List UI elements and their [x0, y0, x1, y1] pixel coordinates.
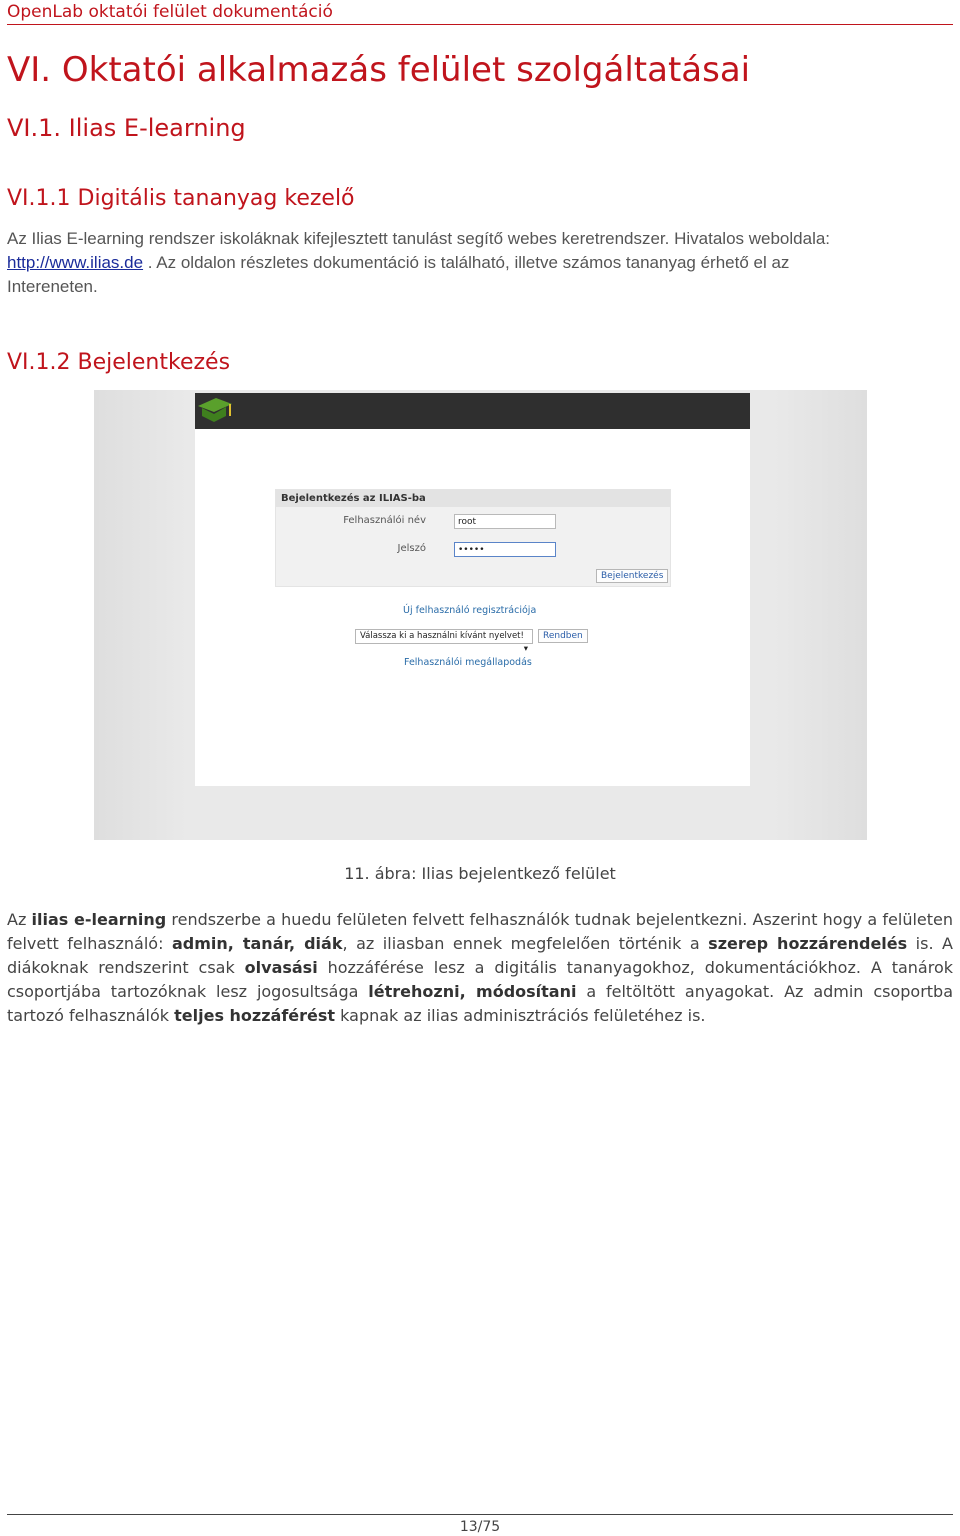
intro-paragraph [7, 227, 953, 299]
login-form [275, 489, 671, 587]
language-ok-button[interactable]: Rendben [538, 629, 588, 643]
password-field[interactable]: ••••• [454, 542, 556, 557]
text-run: kapnak az ilias adminisztrációs felületéhez is. [335, 1006, 706, 1025]
language-select-value: Válassza ki a használni kívánt nyelvet! [360, 631, 524, 641]
bold-text: olvasási [244, 958, 318, 977]
login-form-title: Bejelentkezés az ILIAS-ba [276, 490, 670, 507]
graduation-cap-logo-icon [194, 392, 234, 426]
footer-divider [7, 1514, 953, 1515]
intro-line-2: . Az oldalon részletes dokumentáció is található, illetve számos tananyag érhető el az [143, 253, 790, 272]
ilias-website-link[interactable]: http://www.ilias.de [7, 253, 144, 272]
header-divider [7, 24, 953, 25]
text-run: a feltöltött anyagokat. Az admin csoportba tartozó felhasználók [7, 982, 954, 1025]
intro-line-3: Intereneten. [7, 277, 98, 296]
text-run: rendszerbe a huedu felületen felvett felhasználók tudnak bejelentkezni. Aszerint hogy a felületen felvett felhasználó: [7, 910, 954, 953]
text-run: Az [7, 910, 32, 929]
bold-text: szerep hozzárendelés [708, 934, 908, 953]
figure-caption: 11. ábra: Ilias bejelentkező felület [344, 864, 616, 883]
ilias-login-page [195, 429, 750, 786]
running-header: OpenLab oktatói felület dokumentáció [7, 2, 333, 22]
bold-text: admin, tanár, diák [171, 934, 343, 953]
user-agreement-link[interactable]: Felhasználói megállapodás [404, 657, 532, 668]
intro-line-1: Az Ilias E-learning rendszer iskoláknak kifejlesztett tanulást segítő webes keretrendszer. Hivatalos weboldala: [7, 229, 831, 248]
text-run: , az iliasban ennek megfelelően történik a [342, 934, 709, 953]
text-run: is. A diákoknak rendszerint csak [7, 934, 953, 977]
ilias-top-bar [195, 393, 750, 429]
language-select[interactable] [355, 629, 533, 654]
username-label: Felhasználói név [343, 515, 426, 526]
subsection-heading-login: VI.1.2 Bejelentkezés [7, 350, 231, 375]
bold-text: ilias e-learning [31, 910, 167, 929]
username-field[interactable]: root [454, 514, 556, 529]
bold-text: létrehozni, módosítani [368, 982, 577, 1001]
subsection-heading-digital-material: VI.1.1 Digitális tananyag kezelő [7, 186, 355, 211]
bold-text: teljes hozzáférést [174, 1006, 336, 1025]
chapter-heading: VI. Oktatói alkalmazás felület szolgáltatásai [7, 50, 751, 90]
register-link[interactable]: Új felhasználó regisztrációja [403, 605, 537, 616]
login-screenshot-figure [94, 390, 867, 840]
chevron-down-icon: ▾ [523, 644, 528, 654]
password-label: Jelszó [397, 543, 426, 554]
login-button[interactable]: Bejelentkezés [596, 569, 668, 583]
page-number: 13/75 [459, 1519, 501, 1535]
login-description-paragraph [7, 908, 953, 1028]
section-heading: VI.1. Ilias E-learning [7, 114, 246, 142]
text-run: hozzáférése lesz a digitális tananyagokhoz, dokumentációkhoz. A tanárok csoportjába tartozóknak lesz jogosultsága [7, 958, 953, 1001]
